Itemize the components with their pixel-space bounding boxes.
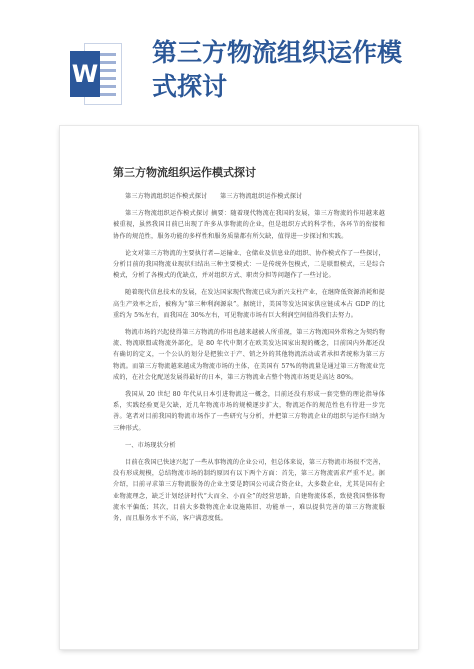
- banner-title-line2: 式探讨: [152, 72, 228, 101]
- word-icon: [70, 43, 122, 105]
- document-body: [113, 191, 385, 530]
- paragraph: 目前在我国已快速兴起了一些从事物流的企业公司，但总体来说，第三方物流市场很不完善，没有形成规模，总结物流市场的制约原因有以下两个方面：首先，第三方物流需求严重不足。据介绍，目前寻求第三方物流服务的企业主要是跨国公司或合资企业，大多数企业，尤其是国有企业物流理念，缺乏计划经济时代“大而全、小而全”的经营思路，自建物流体系，致使我国整体物流水平偏低；其次，目前大多数物流企业设施陈旧、功能单一，难以提供完善的第三方物流服务，而且服务水平不高，客户满意度低。: [113, 459, 385, 523]
- banner-title: [152, 36, 452, 104]
- banner-title-line1: 第三方物流组织运作模: [152, 38, 403, 67]
- paragraph: 我国从 20 世纪 80 年代从日本引进物流这一概念，目前还没有形成一套完整的理论指导体系，实践经验更是欠缺，近几年物流市场的规模逐步扩大，物流运作的规范性也有待进一步完善。笔者对目前我国的物流市场作了一些研究与分析，并把第三方物流企业的组织与运作归纳为三种形式。: [113, 391, 385, 432]
- word-letter: W: [71, 60, 99, 88]
- paragraph-abstract: 第三方物流组织运作模式探讨 摘要：随着现代物流在我国的发展，第三方物流的作用越来越被重视，虽然我国目前已出现了许多从事物流的企业，但是组织方式的科学性，各环节的衔接和协作的规范性，服务功能的多样性和服务质量都有所欠缺，值得进一步探讨和实践。: [113, 210, 385, 240]
- paragraph: 物流市场的兴起使得第三方物流的作用也越来越被人所重视，第三方物流国外常称之为契约物流、物流联盟或物流外部化，是 80 年代中期才在欧美发达国家出现的概念，目前国内外都还没有确切的定义，一个公认的划分是把独立于产、销之外的其他物流活动或者承担者统称为第三方物流。而第三方物流越来越成为物流市场的主体，在美国有 57%的物流量是通过第三方物流业完成的，在社会化配送发展得最好的日本，第三方物流业占整个物流市场更是高达 80%。: [113, 329, 385, 381]
- paragraph-subtitle: 第三方物流组织运作模式探讨 第三方物流组织运作模式探讨: [125, 193, 303, 200]
- paragraph: 随着现代信息技术的发展，在发达国家现代物流已成为新兴支柱产业，在继降低资源消耗和提高生产效率之后，被称为“第三种利润源泉”。据统计，美国等发达国家供应链成本占 GDP 的比重约为 5%左右，而我国在 30%左右，可见物流市场有巨大利润空间值得我们去努力。: [113, 289, 385, 319]
- section-heading: 一、市场现状分析: [125, 441, 176, 449]
- document-preview: [60, 126, 418, 649]
- document-title: 第三方物流组织运作模式探讨: [113, 166, 256, 179]
- paragraph: 论文对第三方物流的主要执行者—运输业、仓储业及信息业的组织、协作模式作了一些探讨，分析目前的我国物流业现状归结出三种主要模式：一是传统外包模式，二是联盟模式，三是综合模式，分析了各模式的优缺点，并对组织方式、职责分担等问题作了一些讨论。: [113, 249, 385, 280]
